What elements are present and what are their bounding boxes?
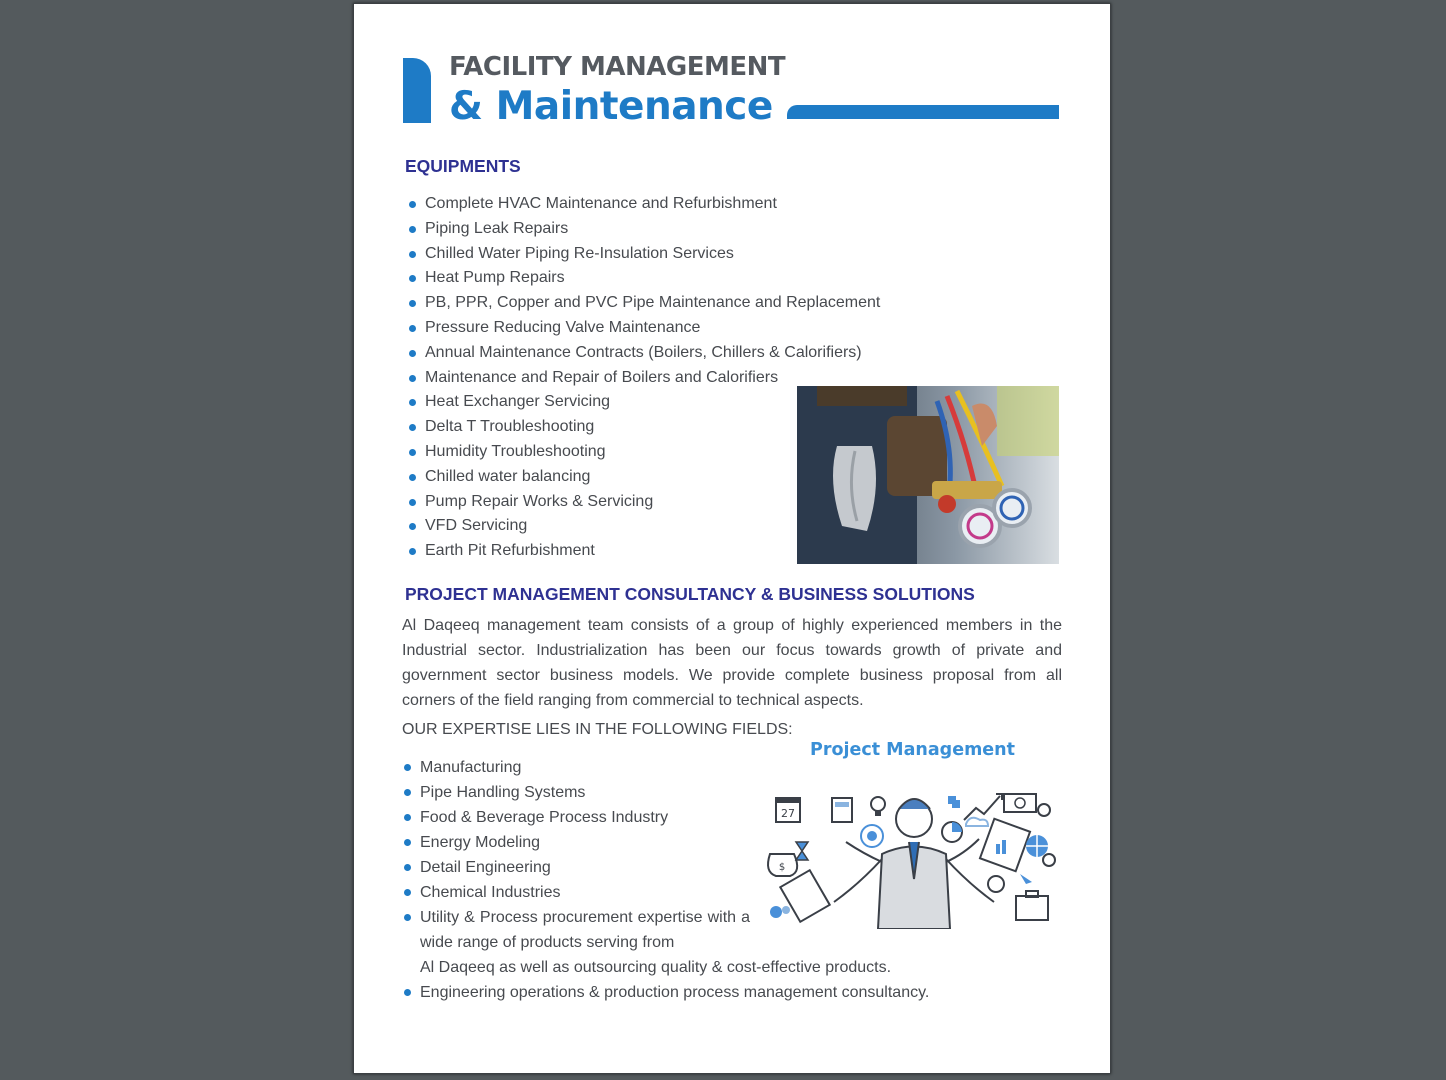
equipment-item: Earth Pit Refurbishment — [405, 539, 880, 564]
globe-icon — [1026, 835, 1055, 866]
equipment-item: Delta T Troubleshooting — [405, 415, 880, 440]
equipment-item: Chilled Water Piping Re-Insulation Services — [405, 242, 880, 267]
bullet-icon — [409, 474, 416, 481]
pmc-paragraph: Al Daqeeq management team consists of a group of highly experienced members in the Industrial sector. Industrialization has been our focus towards growth of private and government sector business models. We provide complete business proposal from all corners of the field ranging from commercial to technical aspects. — [402, 617, 1062, 709]
bullet-icon — [409, 399, 416, 406]
bullet-icon — [409, 375, 416, 382]
equipment-item: PB, PPR, Copper and PVC Pipe Maintenance and Replacement — [405, 291, 880, 316]
page-title-line2: & Maintenance — [449, 84, 773, 129]
illustration-title: Project Management — [810, 740, 1015, 760]
cloud-icon — [966, 818, 988, 826]
equipment-item: Chilled water balancing — [405, 465, 880, 490]
document-page — [353, 3, 1111, 1074]
hvac-technician-photo — [797, 386, 1059, 564]
expertise-intro: OUR EXPERTISE LIES IN THE FOLLOWING FIELDS: — [402, 721, 793, 738]
expertise-item: Energy Modeling — [400, 830, 929, 855]
calendar-day: 27 — [781, 807, 795, 820]
page-title-line1: FACILITY MANAGEMENT — [449, 52, 786, 82]
bullet-icon — [409, 275, 416, 282]
money-icon — [1004, 794, 1050, 816]
pmc-heading: PROJECT MANAGEMENT CONSULTANCY & BUSINESS SOLUTIONS — [405, 584, 975, 604]
bullet-icon — [409, 499, 416, 506]
bullet-icon — [404, 839, 411, 846]
expertise-item: Engineering operations & production process management consultancy. — [400, 980, 929, 1005]
expertise-item-continuation: Al Daqeeq as well as outsourcing quality & cost-effective products. — [420, 959, 892, 976]
equipment-item: Pressure Reducing Valve Maintenance — [405, 316, 880, 341]
growth-arrow-icon — [964, 794, 1002, 820]
bullet-icon — [404, 889, 411, 896]
equipment-item: Maintenance and Repair of Boilers and Calorifiers — [405, 366, 880, 391]
equipments-heading: EQUIPMENTS — [405, 156, 521, 176]
bullet-icon — [409, 201, 416, 208]
expertise-item: Food & Beverage Process Industry — [400, 805, 929, 830]
bullet-icon — [409, 251, 416, 258]
title-accent-rule — [787, 105, 1059, 119]
bullet-icon — [409, 325, 416, 332]
equipment-item: Pump Repair Works & Servicing — [405, 490, 880, 515]
bullet-icon — [409, 424, 416, 431]
expertise-item: Chemical Industries — [400, 880, 929, 905]
briefcase-icon — [1016, 891, 1048, 920]
cursor-icon — [1020, 874, 1032, 884]
equipment-item: Complete HVAC Maintenance and Refurbishment — [405, 192, 880, 217]
bullet-icon — [409, 226, 416, 233]
equipment-item: Heat Exchanger Servicing — [405, 390, 880, 415]
puzzle-icon — [948, 796, 960, 808]
bullet-icon — [409, 449, 416, 456]
expertise-item: Pipe Handling Systems — [400, 780, 929, 805]
bullet-icon — [409, 523, 416, 530]
bullet-icon — [404, 989, 411, 996]
expertise-item: Detail Engineering — [400, 855, 929, 880]
equipment-item: VFD Servicing — [405, 514, 880, 539]
bullet-icon — [409, 300, 416, 307]
equipment-item: Annual Maintenance Contracts (Boilers, Chillers & Calorifiers) — [405, 341, 880, 366]
bullet-icon — [409, 350, 416, 357]
expertise-item — [400, 905, 929, 980]
bullet-icon — [404, 789, 411, 796]
equipment-item: Piping Leak Repairs — [405, 217, 880, 242]
equipment-item: Humidity Troubleshooting — [405, 440, 880, 465]
bullet-icon — [404, 864, 411, 871]
pie-chart-icon — [942, 822, 962, 842]
expertise-list — [400, 755, 929, 1005]
bullet-icon — [404, 764, 411, 771]
equipment-item: Heat Pump Repairs — [405, 266, 880, 291]
bullet-icon — [404, 914, 411, 921]
expertise-item: Manufacturing — [400, 755, 929, 780]
expertise-item-text: Utility & Process procurement expertise with a wide range of products serving from — [420, 909, 750, 951]
bullet-icon — [404, 814, 411, 821]
title-accent-bar — [403, 58, 431, 123]
svg-text:$: $ — [778, 862, 786, 873]
bullet-icon — [409, 548, 416, 555]
stopwatch-icon — [988, 876, 1004, 892]
